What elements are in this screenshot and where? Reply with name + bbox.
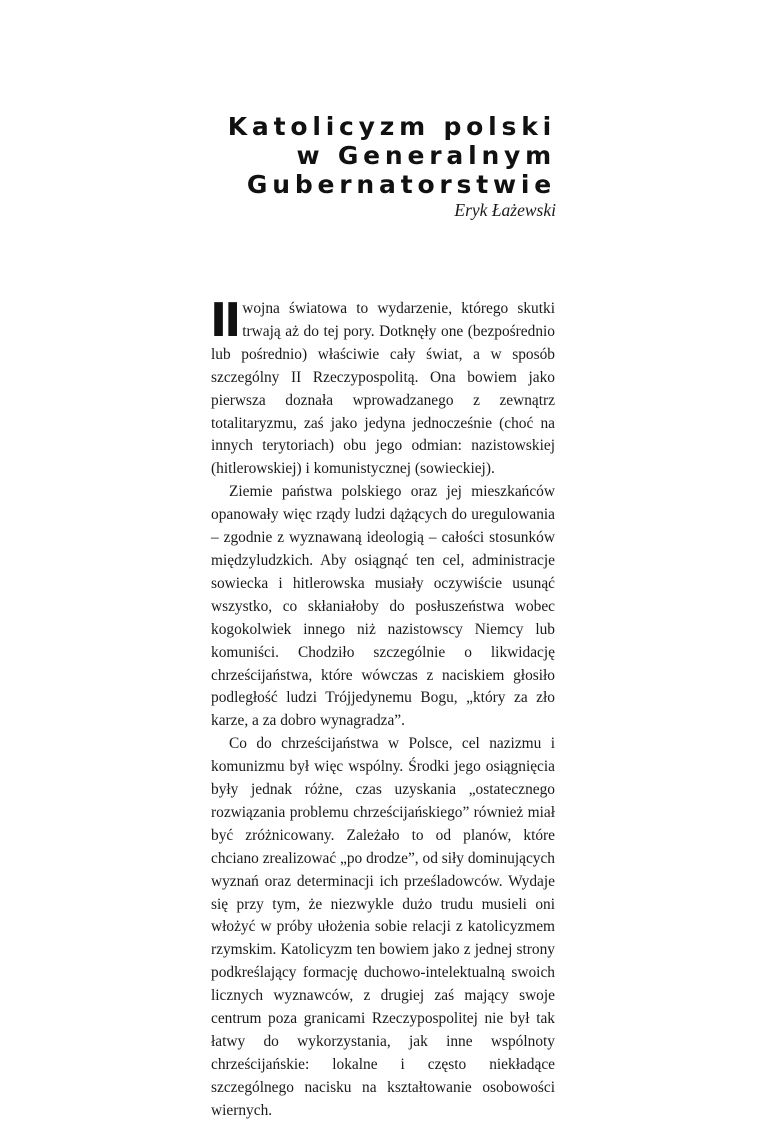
title-line-2: w Generalnym: [296, 141, 556, 170]
paragraph-2: Ziemie państwa polskiego oraz jej mieszkańców opanowały więc rządy ludzi dążących do uregulowania – zgodnie z wyznawaną ideologią – całości stosunków międzyludzkich. Aby osiągnąć ten cel, administracje sowiecka i hitlerowska musiały oczywiście usunąć wszystko, co skłaniałoby do posłuszeństwa wobec kogokolwiek innego niż nazistowscy Niemcy lub komuniści. Chodziło szczególnie o likwidację chrześcijaństwa, które wówczas z naciskiem głosiło podległość ludzi Trójjedynemu Bogu, „który za zło karze, a za dobro wynagradza”.: [211, 483, 555, 730]
paragraph-1-text: wojna światowa to wydarzenie, którego skutki trwają aż do tej pory. Dotknęły one (bezpośrednio lub pośrednio) właściwie cały świat, a w sposób szczególny II Rzeczypospolitą. Ona bowiem jako pierwsza doznała wprowadzanego z zewnątrz totalitaryzmu, zaś jako jedyna jednocześnie (choć na innych terytoriach) obu jego odmian: nazistowskiej (hitlerowskiej) i komunistycznej (sowieckiej).: [211, 300, 555, 478]
paragraph-3: Co do chrześcijaństwa w Polsce, cel nazizmu i komunizmu był więc wspólny. Środki jego osiągnięcia były jednak różne, czas uzyskania „ostatecznego rozwiązania problemu chrześcijańskiego” również miał być zróżnicowany. Zależało to od planów, które chciano zrealizować „po drodze”, od siły dominujących wyznań oraz determinacji ich prześladowców. Wydaje się przy tym, że niezwykle dużo trudu musieli oni włożyć w próby ułożenia sobie relacji z katolicyzmem rzymskim. Katolicyzm ten bowiem jako z jednej strony podkreślający formację duchowo-intelektualną swoich licznych wyznawców, z drugiej zaś mający swoje centrum poza granicami Rzeczypospolitej nie był tak łatwy do wykorzystania, jak inne wspólnoty chrześcijańskie: lokalne i często niekładące szczególnego nacisku na kształtowanie osobowości wiernych.: [211, 735, 556, 1119]
author-name: Eryk Łażewski: [454, 200, 556, 220]
article-body: [210, 293, 556, 1123]
paragraph-1: [210, 293, 555, 481]
title-line-1: Katolicyzm polski: [227, 112, 556, 141]
drop-cap: II: [210, 293, 239, 347]
title-line-3: Gubernatorstwie: [246, 170, 556, 199]
article-title: [228, 112, 556, 199]
